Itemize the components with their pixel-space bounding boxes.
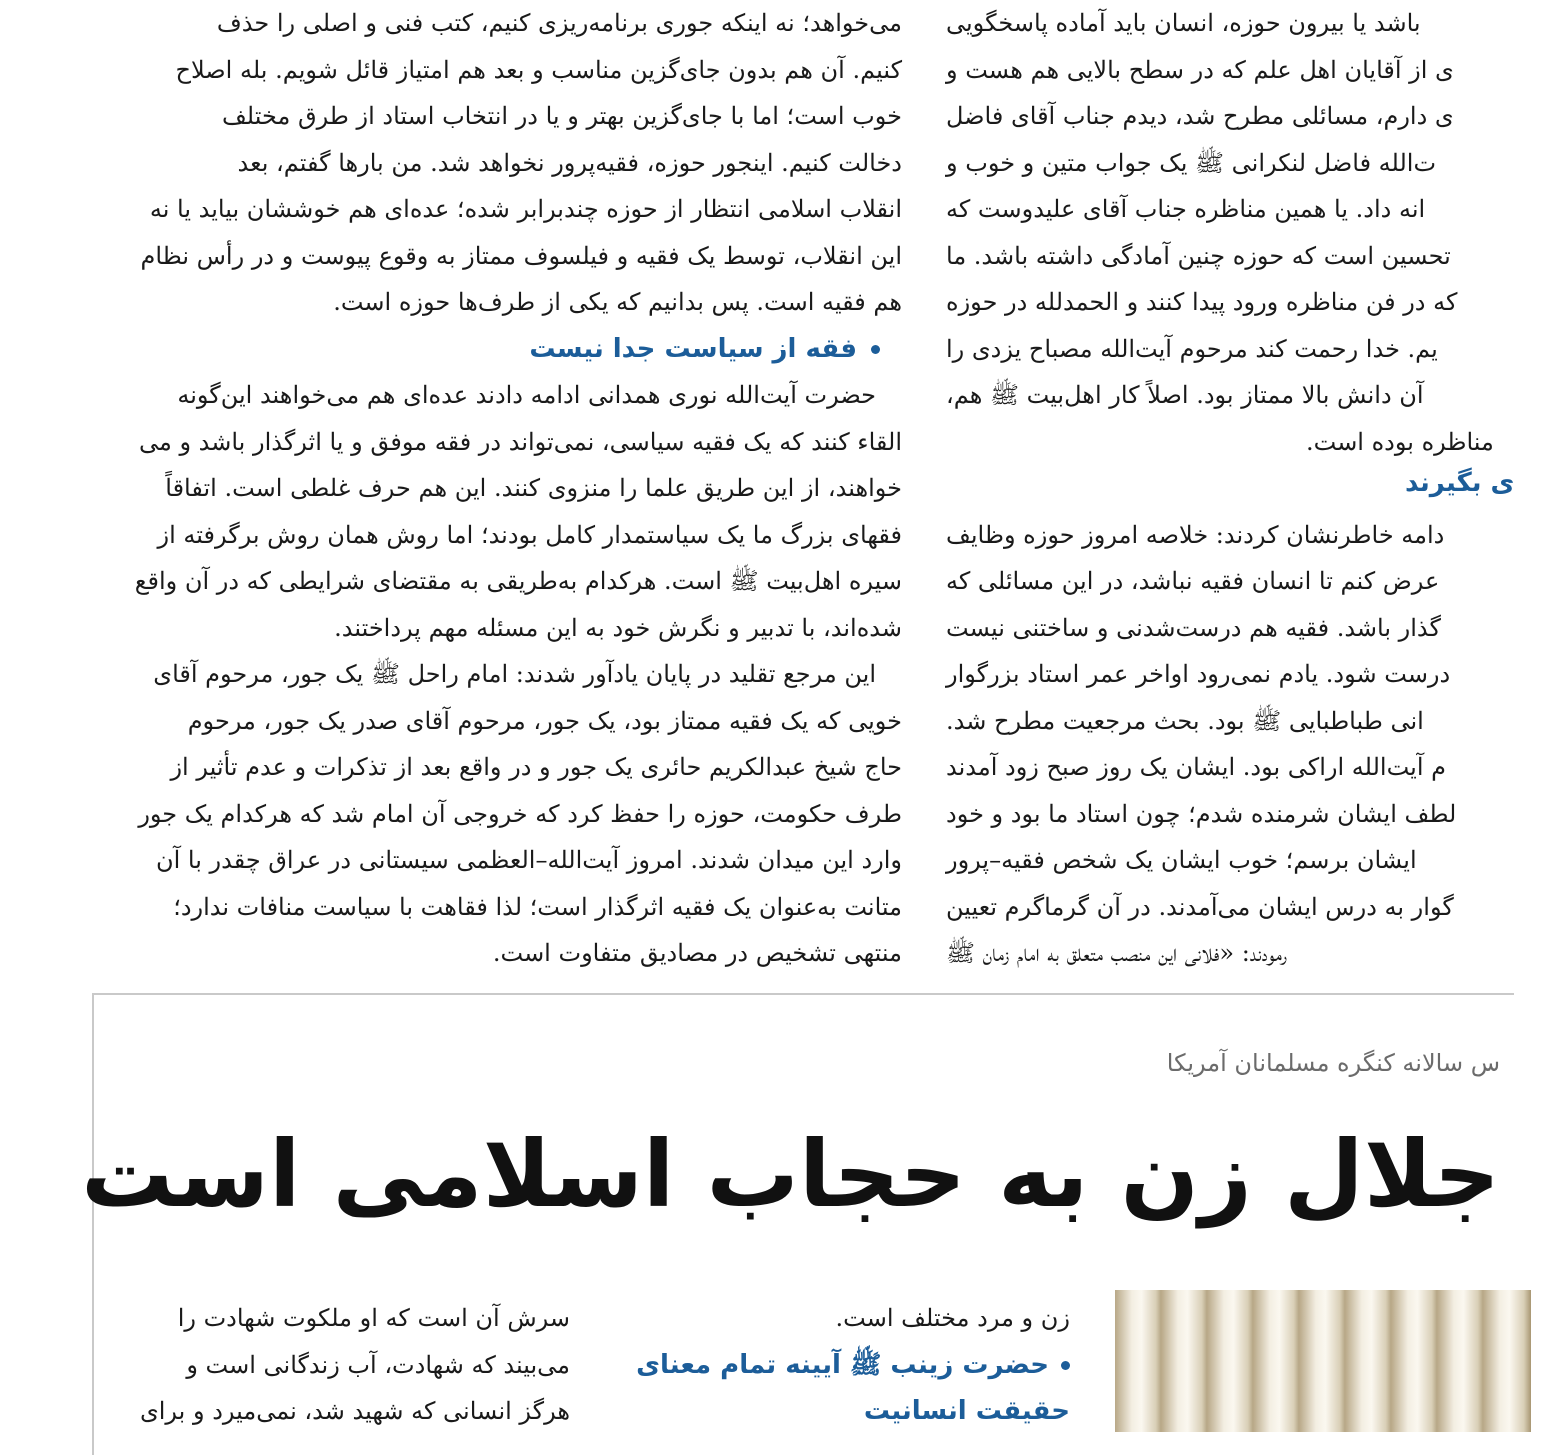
text-line: دخالت کنیم. اینجور حوزه، فقیه‌پرور نخواهد شد. من بارها گفتم، بعد [237,148,902,177]
section-subheading-right: ی بگیرند [1405,468,1515,498]
text-line: که در فن مناظره ورود پیدا کنند و الحمدلله در حوزه [946,288,1458,316]
text-line: رمودند: «فلانی این منصب متعلق به امام زمان ﷺ [946,939,1288,967]
section-subheading [612,1342,1070,1389]
text-line: م آیت‌الله اراکی بود. ایشان یک روز صبح زود آمدند [946,753,1446,781]
text-line: حاج شیخ عبدالکریم حائری یک جور و در واقع بعد از تذکرات و عدم تأثیر از [170,753,902,781]
article-column-bottom-middle [612,1295,1070,1432]
text-line: حضرت آیت‌الله نوری همدانی ادامه دادند عده‌ای هم می‌خواهند این‌گونه [177,381,876,409]
article-column-left [98,0,902,970]
text-line: یم. خدا رحمت کند مرحوم آیت‌الله مصباح یزدی را [946,334,1438,363]
text-line: می‌خواهد؛ نه اینکه جوری برنامه‌ریزی کنیم، کتب فنی و اصلی را حذف [216,9,902,37]
text-line: متانت به‌عنوان یک فقیه اثرگذار است؛ لذا فقاهت با سیاست منافات ندارد؛ [173,892,902,921]
text-line: این انقلاب، توسط یک فقیه و فیلسوف ممتاز به وقوع پیوست و در رأس نظام [140,241,902,270]
photo-fold [1207,1290,1255,1432]
text-line: انی طباطبایی ﷺ بود. بحث مرجعیت مطرح شد. [946,706,1424,735]
subheading-text: فقه از سیاست جدا نیست [529,333,857,364]
photo-fold [1391,1290,1439,1432]
text-line: آن دانش بالا ممتاز بود. اصلاً کار اهل‌بیت ﷺ هم، [946,381,1424,409]
text-line: سیره اهل‌بیت ﷺ است. هرکدام به‌طریقی به مقتضای شرایطی که در آن واقع [134,567,902,595]
text-line: خواهند، از این طریق علما را منزوی کنند. این هم حرف غلطی است. اتفاقاً [165,474,902,502]
text-line: می‌بیند که شهادت، آب زندگانی است و [186,1350,570,1379]
text-line: باشد یا بیرون حوزه، انسان باید آماده پاسخگویی [946,9,1421,37]
text-line: ی از آقایان اهل علم که در سطح بالایی هم هست و [946,55,1454,84]
text-line: زن و مرد مختلف است. [835,1304,1070,1332]
text-line: خوب است؛ اما با جای‌گزین بهتر و یا در انتخاب استاد از طرق مختلف [221,102,902,130]
bullet-icon [871,345,880,354]
bullet-icon [1061,1361,1070,1370]
photo-fold [1161,1290,1209,1432]
text-line: شده‌اند، با تدبیر و نگرش خود به این مسئله مهم پرداختند. [334,613,902,642]
text-line: این مرجع تقلید در پایان یادآور شدند: امام راحل ﷺ یک جور، مرحوم آقای [153,660,876,688]
text-line: تحسین است که حوزه چنین آمادگی داشته باشد. ما [946,241,1451,270]
photo-fold [1483,1290,1531,1432]
text-line: منتهی تشخیص در مصادیق متفاوت است. [492,939,902,967]
text-line: ایشان برسم؛ خوب ایشان یک شخص فقیه‌–پرور [946,846,1417,874]
curtain-photo [1115,1290,1500,1432]
text-line: ت‌الله فاضل لنکرانی ﷺ یک جواب متین و خوب و [946,148,1437,177]
text-line: عرض کنم تا انسان فقیه نباشد، در این مسائلی که [946,567,1440,595]
text-line: هم فقیه است. پس بدانیم که یکی از طرف‌ها حوزه است. [333,288,902,316]
article-kicker: س سالانه کنگره مسلمانان آمریکا [1166,1049,1500,1077]
text-line: دامه خاطرنشان کردند: خلاصه امروز حوزه وظایف [946,520,1445,549]
photo-fold [1437,1290,1485,1432]
text-line: خویی که یک فقیه ممتاز بود، یک جور، مرحوم آقای صدر یک جور، مرحوم [187,706,902,735]
text-line: انه داد. یا همین مناظره جناب آقای علیدوست که [946,195,1426,223]
text-line: انقلاب اسلامی انتظار از حوزه چندبرابر شده؛ عده‌ای هم خوششان بیاید یا نه [149,195,902,223]
article-column-bottom-left [110,1295,570,1432]
photo-fold [1299,1290,1347,1432]
subheading-text: حضرت زینب ﷺ آیینه تمام معنای [636,1349,1049,1380]
section-subheading [98,326,902,373]
text-line: سرش آن است که او ملکوت شهادت را [177,1304,570,1332]
article-headline: جلال زن به حجاب اسلامی است [81,1121,1500,1228]
text-line: مناظره بوده است. [1306,427,1494,456]
text-line: وارد این میدان شدند. امروز آیت‌الله‌–العظمی سیستانی در عراق چقدر با آن [155,846,902,874]
text-line: هرگز انسانی که شهید شد، نمی‌میرد و برای [139,1397,570,1425]
text-line: القاء کنند که یک فقیه سیاسی، نمی‌تواند در فقه موفق و یا اثرگذار باشد و می [138,427,902,456]
photo-fold [1345,1290,1393,1432]
photo-fold [1115,1290,1163,1432]
text-line: طرف حکومت، حوزه را حفظ کرد که خروجی آن امام شد که هرکدام یک جور [138,799,902,828]
text-line: گوار به درس ایشان می‌آمدند. در آن گرماگرم تعیین [946,892,1454,921]
text-line: لطف ایشان شرمنده شدم؛ چون استاد ما بود و خود [946,799,1457,828]
text-line: فقهای بزرگ ما یک سیاستمدار کامل بودند؛ اما روش همان روش برگرفته از [157,520,902,549]
text-line: ی دارم، مسائلی مطرح شد، دیدم جناب آقای فاضل [946,102,1454,130]
section-subheading-continued: حقیقت انسانیت [863,1396,1070,1426]
text-line: درست شود. یادم نمی‌رود اواخر عمر استاد بزرگوار [946,660,1451,688]
photo-fold [1253,1290,1301,1432]
text-line: کنیم. آن هم بدون جای‌گزین مناسب و بعد هم امتیاز قائل شویم. بله اصلاح [175,55,902,84]
text-line: گذار باشد. فقیه هم درست‌شدنی و ساختنی نیست [946,613,1441,642]
